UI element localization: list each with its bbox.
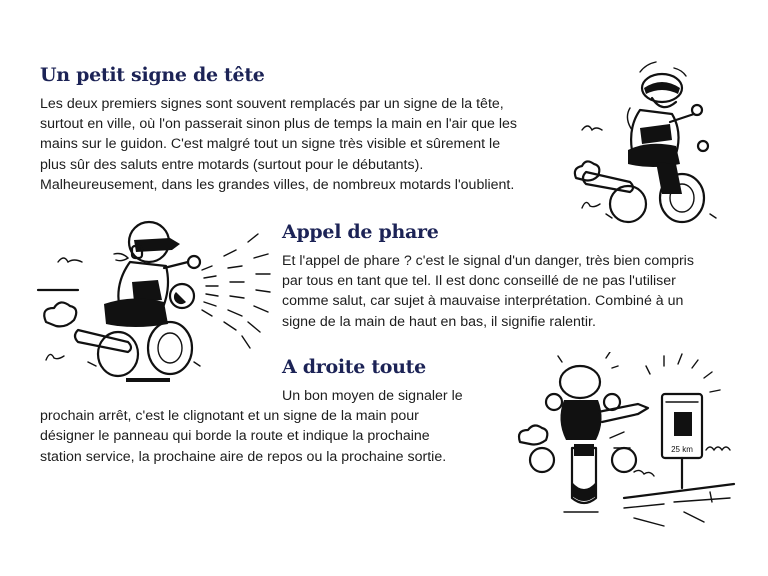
text-line: surtout en ville, où l'on passerait sinon plus de temps la main en l'air que les (40, 116, 518, 133)
text-line: Un bon moyen de signaler le (282, 388, 463, 404)
text-line: par tous en tant que tel. Il est donc conseillé de ne pas l'utiliser (282, 273, 676, 290)
text-line: mains sur le guidon. C'est malgré tout un signe très visible et sûrement le (40, 136, 501, 153)
text-line: prochain arrêt, c'est le clignotant et un signe de la main pour (40, 408, 419, 425)
motorcyclist-pointing-at-sign-illustration (514, 352, 740, 528)
section-body-turn-right (40, 386, 463, 467)
text-line: station service, la prochaine aire de repos ou la prochaine sortie. (40, 448, 447, 465)
text-line: Et l'appel de phare ? c'est le signal d'un danger, très bien compris (282, 253, 694, 269)
motorcyclist-flashing-headlight-illustration (34, 212, 279, 387)
road-sign-text: 25 km (671, 445, 693, 454)
section-title-nod: Un petit signe de tête (40, 64, 265, 86)
section-title-headlight-flash: Appel de phare (282, 221, 439, 243)
motorcyclist-nodding-illustration (570, 58, 740, 228)
text-line: désigner le panneau qui borde la route et indique la prochaine (40, 428, 430, 445)
text-line: plus sûr des saluts entre motards (surtout pour le débutants). (40, 156, 424, 173)
text-line: Les deux premiers signes sont souvent remplacés par un signe de la tête, (40, 96, 504, 112)
text-line: signe de la main de haut en bas, il signifie ralentir. (282, 313, 596, 330)
text-line: Malheureusement, dans les grandes villes, de nombreux motards l'oublient. (40, 176, 515, 193)
text-line: comme salut, car sujet à mauvaise interprétation. Combiné à un (282, 293, 684, 310)
section-body-nod (40, 94, 517, 195)
section-title-turn-right: A droite toute (282, 356, 426, 378)
section-body-headlight-flash (282, 251, 694, 332)
